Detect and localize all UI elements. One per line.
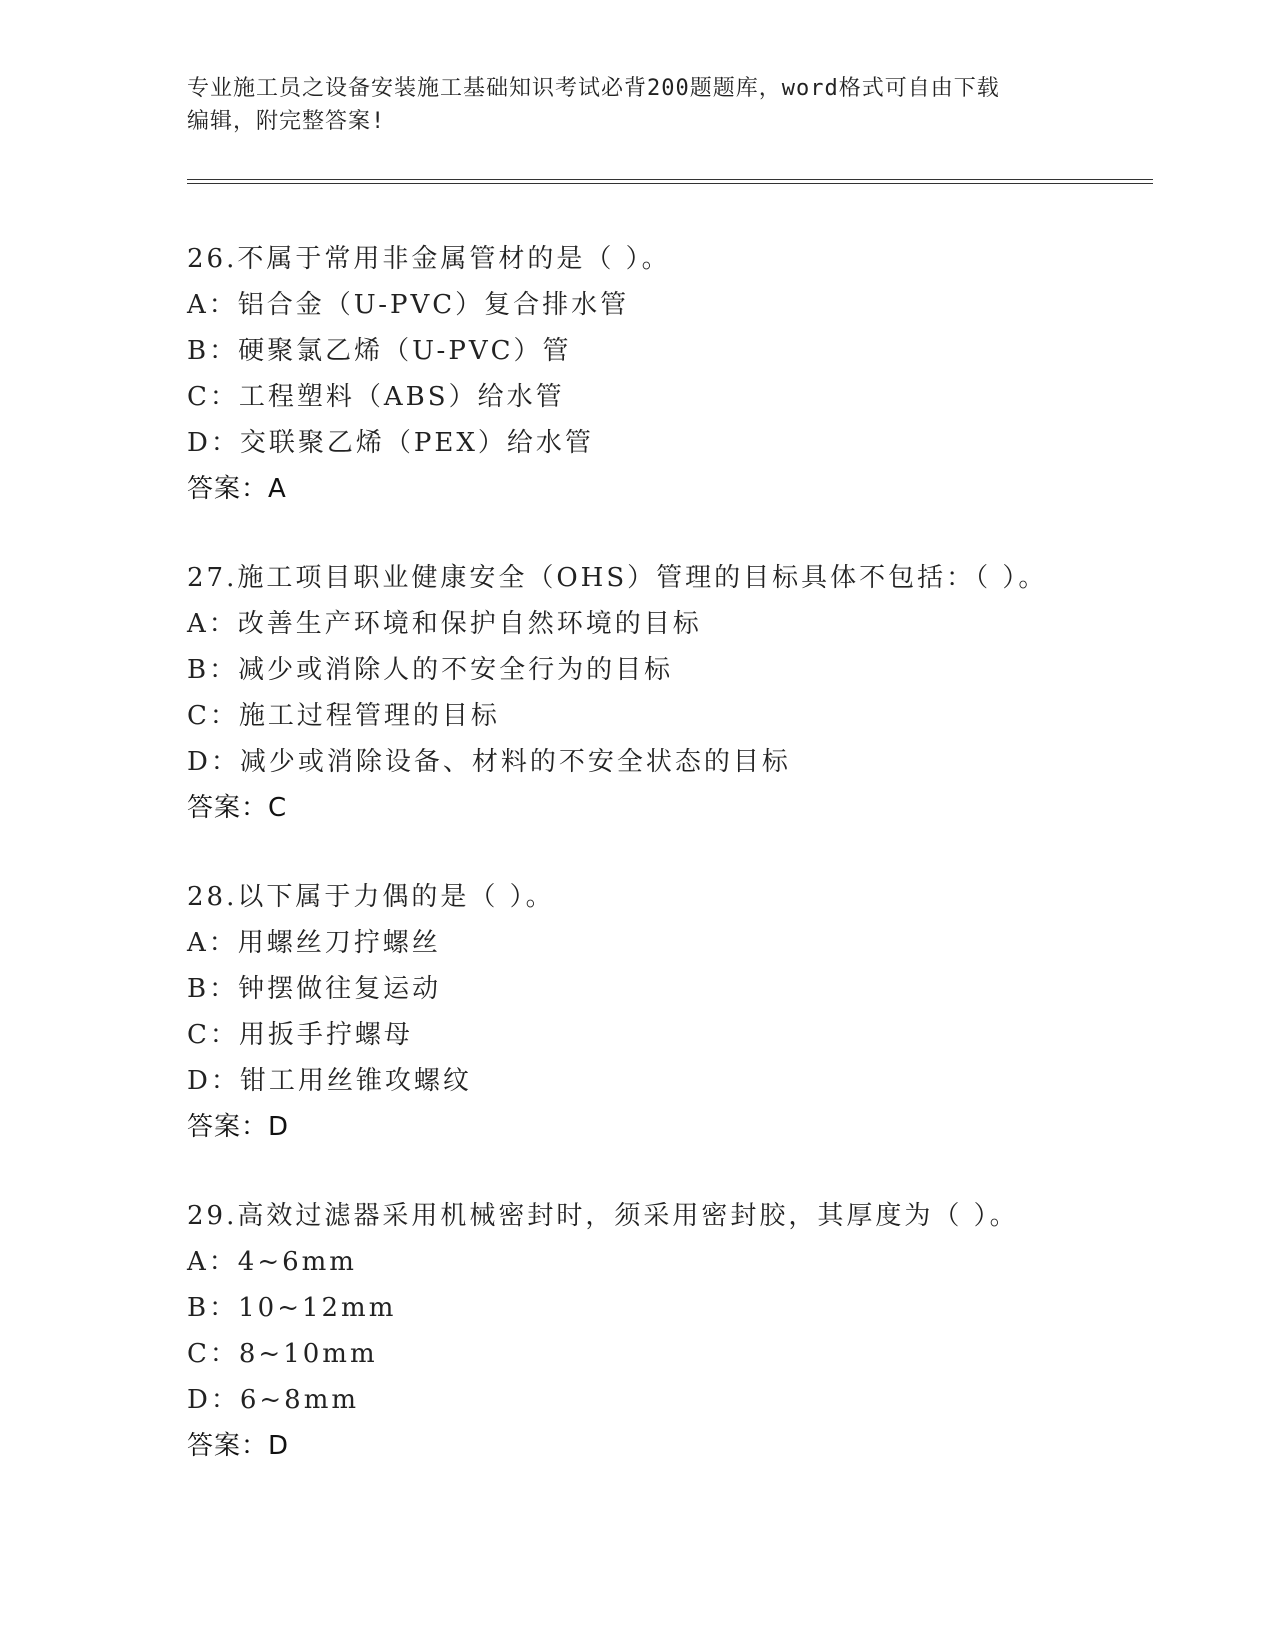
option-b: B：减少或消除人的不安全行为的目标	[187, 655, 674, 685]
option-d: D：交联聚乙烯（PEX）给水管	[187, 428, 594, 458]
option-a: A：改善生产环境和保护自然环境的目标	[187, 609, 702, 639]
answer-text: 答案：A	[187, 474, 287, 504]
question-27	[187, 555, 1167, 831]
header-title-line-1: 专业施工员之设备安装施工基础知识考试必背200题题库，word格式可自由下载	[187, 76, 1000, 101]
option-b: B：硬聚氯乙烯（U-PVC）管	[187, 336, 572, 366]
answer-text: 答案：D	[187, 1431, 290, 1461]
option-a: A：铝合金（U-PVC）复合排水管	[187, 290, 630, 320]
option-d: D：钳工用丝锥攻螺纹	[187, 1066, 472, 1096]
option-b: B：钟摆做往复运动	[187, 974, 442, 1004]
question-28	[187, 874, 1167, 1150]
question-stem: 29.高效过滤器采用机械密封时，须采用密封胶，其厚度为（ ）。	[187, 1201, 1019, 1231]
option-d: D：6~8mm	[187, 1385, 360, 1415]
document-header	[187, 72, 1087, 138]
answer-text: 答案：D	[187, 1112, 290, 1142]
question-stem: 27.施工项目职业健康安全（OHS）管理的目标具体不包括：（ ）。	[187, 563, 1048, 593]
question-26	[187, 236, 1167, 512]
option-d: D：减少或消除设备、材料的不安全状态的目标	[187, 747, 791, 777]
option-c: C：工程塑料（ABS）给水管	[187, 382, 565, 412]
question-29	[187, 1193, 1167, 1469]
option-a: A：用螺丝刀拧螺丝	[187, 928, 441, 958]
option-c: C：8~10mm	[187, 1339, 378, 1369]
header-divider-bottom	[187, 183, 1153, 184]
option-c: C：用扳手拧螺母	[187, 1020, 413, 1050]
question-stem: 28.以下属于力偶的是（ ）。	[187, 882, 555, 912]
question-stem: 26.不属于常用非金属管材的是（ ）。	[187, 244, 671, 274]
option-c: C：施工过程管理的目标	[187, 701, 500, 731]
answer-text: 答案：C	[187, 793, 288, 823]
header-title-line-2: 编辑，附完整答案!	[187, 109, 386, 134]
option-b: B：10~12mm	[187, 1293, 397, 1323]
header-divider-top	[187, 179, 1153, 180]
option-a: A：4~6mm	[187, 1247, 357, 1277]
